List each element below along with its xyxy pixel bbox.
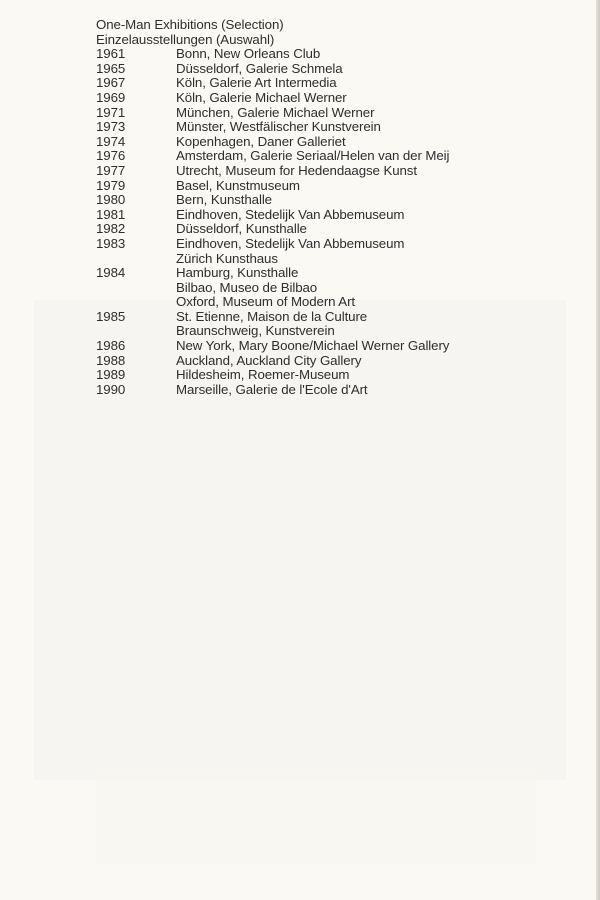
exhibition-year: 1976 xyxy=(96,148,126,164)
exhibition-row xyxy=(96,310,556,325)
exhibition-year: 1989 xyxy=(96,367,126,383)
exhibition-venue: Düsseldorf, Galerie Schmela xyxy=(176,60,343,76)
exhibition-row xyxy=(96,47,556,62)
exhibition-venue: Münster, Westfälischer Kunstverein xyxy=(176,119,381,135)
exhibition-venue: Bonn, New Orleans Club xyxy=(176,46,321,62)
exhibition-venue: Kopenhagen, Daner Galleriet xyxy=(176,133,346,149)
exhibition-venue: Basel, Kunstmuseum xyxy=(176,177,300,193)
exhibition-venue: Hamburg, Kunsthalle xyxy=(176,265,299,281)
exhibition-venue: Düsseldorf, Kunsthalle xyxy=(176,221,307,237)
exhibition-row xyxy=(96,252,556,267)
exhibition-year xyxy=(96,281,176,296)
exhibition-venue: Braunschweig, Kunstverein xyxy=(176,323,335,339)
exhibition-row xyxy=(96,149,556,164)
exhibition-row xyxy=(96,324,556,339)
exhibition-row xyxy=(96,164,556,179)
exhibition-row xyxy=(96,339,556,354)
exhibition-year: 1965 xyxy=(96,60,126,76)
exhibition-row xyxy=(96,222,556,237)
exhibition-year: 1967 xyxy=(96,75,126,91)
exhibition-list-section xyxy=(96,18,556,397)
exhibition-year: 1961 xyxy=(96,46,126,62)
exhibition-venue: Oxford, Museum of Modern Art xyxy=(176,294,355,310)
exhibition-year: 1985 xyxy=(96,308,126,324)
exhibition-year: 1980 xyxy=(96,192,126,208)
exhibition-year: 1973 xyxy=(96,119,126,135)
exhibition-row xyxy=(96,237,556,252)
exhibition-venue: St. Etienne, Maison de la Culture xyxy=(176,308,368,324)
exhibition-row xyxy=(96,281,556,296)
exhibition-row xyxy=(96,383,556,398)
exhibition-list xyxy=(96,47,556,397)
exhibition-year: 1974 xyxy=(96,133,126,149)
show-through-lower-area xyxy=(96,770,536,865)
exhibition-venue: New York, Mary Boone/Michael Werner Gallery xyxy=(176,338,450,354)
exhibition-year: 1984 xyxy=(96,265,126,281)
exhibition-venue: Köln, Galerie Michael Werner xyxy=(176,89,347,105)
exhibition-year: 1982 xyxy=(96,221,126,237)
exhibition-year: 1969 xyxy=(96,89,126,105)
exhibition-row xyxy=(96,208,556,223)
exhibition-venue: München, Galerie Michael Werner xyxy=(176,104,375,120)
exhibition-year: 1988 xyxy=(96,352,126,368)
exhibition-row xyxy=(96,120,556,135)
exhibition-year xyxy=(96,324,176,339)
exhibition-row xyxy=(96,62,556,77)
exhibition-row xyxy=(96,135,556,150)
exhibition-year xyxy=(96,295,176,310)
heading-german: Einzelausstellungen (Auswahl) xyxy=(96,31,275,47)
exhibition-venue: Auckland, Auckland City Gallery xyxy=(176,352,362,368)
exhibition-venue: Eindhoven, Stedelijk Van Abbemuseum xyxy=(176,235,405,251)
exhibition-row xyxy=(96,91,556,106)
exhibition-venue: Bilbao, Museo de Bilbao xyxy=(176,279,318,295)
exhibition-year: 1981 xyxy=(96,206,126,222)
exhibition-venue: Zürich Kunsthaus xyxy=(176,250,278,266)
heading-english: One-Man Exhibitions (Selection) xyxy=(96,17,284,32)
exhibition-year xyxy=(96,252,176,267)
exhibition-row xyxy=(96,193,556,208)
exhibition-row xyxy=(96,295,556,310)
exhibition-year: 1990 xyxy=(96,381,126,397)
exhibition-venue: Eindhoven, Stedelijk Van Abbemuseum xyxy=(176,206,405,222)
exhibition-year: 1983 xyxy=(96,235,126,251)
page-edge xyxy=(596,0,600,900)
exhibition-row xyxy=(96,179,556,194)
exhibition-year: 1979 xyxy=(96,177,126,193)
exhibition-row xyxy=(96,76,556,91)
exhibition-venue: Hildesheim, Roemer-Museum xyxy=(176,367,350,383)
exhibition-row xyxy=(96,266,556,281)
exhibition-row xyxy=(96,354,556,369)
exhibition-row xyxy=(96,106,556,121)
exhibition-venue: Bern, Kunsthalle xyxy=(176,192,272,208)
exhibition-venue: Marseille, Galerie de l'Ecole d'Art xyxy=(176,381,368,397)
exhibition-year: 1971 xyxy=(96,104,126,120)
exhibition-year: 1977 xyxy=(96,162,126,178)
exhibition-row xyxy=(96,368,556,383)
exhibition-venue: Utrecht, Museum for Hedendaagse Kunst xyxy=(176,162,417,178)
exhibition-venue: Köln, Galerie Art Intermedia xyxy=(176,75,337,91)
exhibition-venue: Amsterdam, Galerie Seriaal/Helen van der Meij xyxy=(176,148,450,164)
exhibition-year: 1986 xyxy=(96,338,126,354)
